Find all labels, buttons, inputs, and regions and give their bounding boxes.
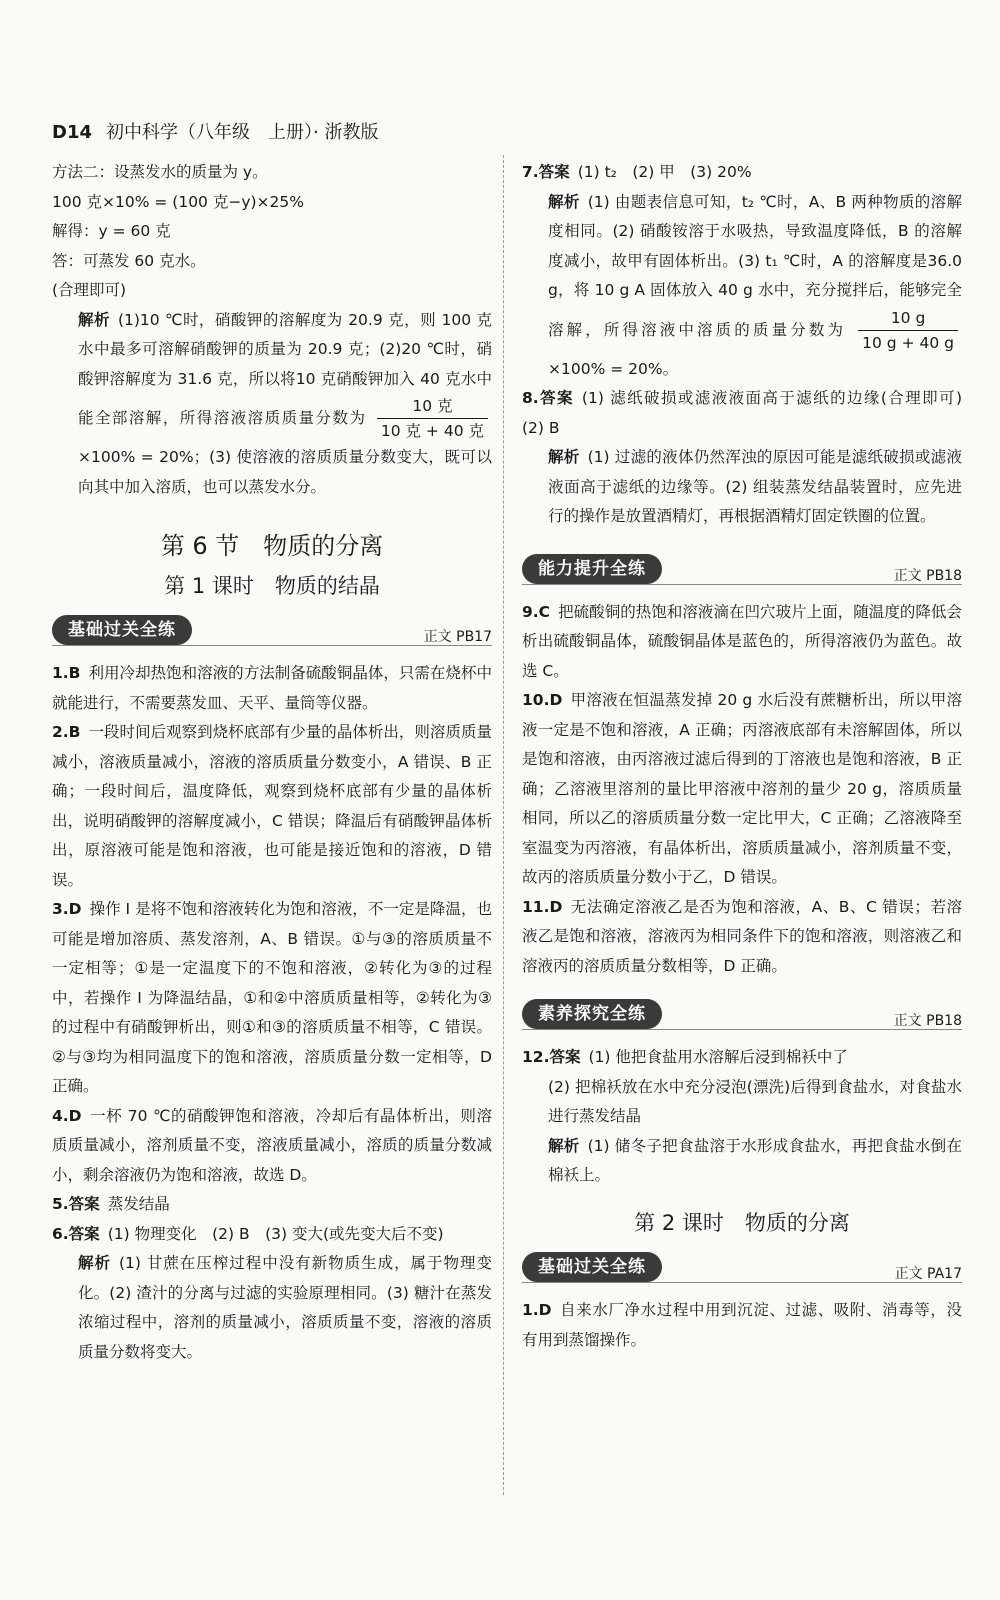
analysis-paragraph: 解析 (1) 过滤的液体仍然浑浊的原因可能是滤纸破损或滤液液面高于滤纸的边缘等。(2) 组装蒸发结晶装置时，应先进行的操作是放置酒精灯，再根据酒精灯固定铁圈的位置。 bbox=[548, 448, 962, 525]
section-bar bbox=[522, 999, 962, 1033]
answer-item: 9.C 把硫酸铜的热饱和溶液滴在凹穴玻片上面，随温度的降低会析出硫酸铜晶体，硫酸铜晶体是蓝色的，所得溶液仍为蓝色。故选 C。 bbox=[522, 602, 962, 680]
left-column bbox=[52, 158, 492, 1367]
page-reference: 正文 PB18 bbox=[893, 1013, 962, 1029]
running-header bbox=[52, 118, 378, 144]
answer-item: 11.D 无法确定溶液乙是否为饱和溶液，A、B、C 错误；若溶液乙是饱和溶液，溶液丙为相同条件下的饱和溶液，则溶液乙和溶液丙的溶质质量分数相等，D 正确。 bbox=[522, 897, 962, 975]
answer-item: 7.答案 (1) t₂ (2) 甲 (3) 20% bbox=[522, 163, 752, 181]
answer-line: (2) 把棉袄放在水中充分浸泡(漂洗)后得到食盐水，对食盐水进行蒸发结晶 bbox=[548, 1077, 962, 1125]
page-reference: 正文 PA17 bbox=[894, 1266, 962, 1282]
page-reference: 正文 PB18 bbox=[893, 567, 962, 584]
section-bar bbox=[522, 1252, 962, 1286]
column-divider bbox=[503, 155, 504, 1495]
answer-item: 8.答案 (1) 滤纸破损或滤液液面高于滤纸的边缘(合理即可) (2) B bbox=[522, 389, 978, 437]
analysis-paragraph: 解析 (1)10 ℃时，硝酸钾的溶解度为 20.9 克，则 100 克水中最多可溶解硝酸钾的质量为 20.9 克；(2)20 ℃时，硝酸钾溶解度为 31.6 克，所以将10 克硝酸钾加入 40 克水中能全部溶解，所得溶液溶质质量分数为 $\frac{\text{10 克}}{\text{10 克 + 40 克}}$ ×100% = 20%；(3) 使溶液的溶质质量分数变大，既可以向其中加入溶质，也可以蒸发水分。 bbox=[78, 310, 492, 496]
answer-item: 10.D 甲溶液在恒温蒸发掉 20 g 水后没有蔗糖析出，所以甲溶液一定是不饱和溶液，A 正确；丙溶液底部有未溶解固体，所以是饱和溶液，由丙溶液过滤后得到的丁溶液也是饱和溶液，B 正确；乙溶液里溶剂的量比甲溶液中溶剂的量少 20 g，溶质质量相同，所以乙的溶质质量分数一定比甲大，C 正确；乙溶液降至室温变为丙溶液，有晶体析出，溶质质量减小，溶剂质量不变，故丙的溶质质量分数小于乙，D 错误。 bbox=[522, 691, 962, 886]
section-title: 第 6 节 物质的分离 bbox=[160, 532, 384, 560]
answer-item: 12.答案 (1) 他把食盐用水溶解后浸到棉袄中了 bbox=[522, 1048, 848, 1066]
lesson-title: 第 1 课时 物质的结晶 bbox=[164, 573, 380, 598]
answer-item: 1.D 自来水厂净水过程中用到沉淀、过滤、吸附、消毒等，没有用到蒸馏操作。 bbox=[522, 1301, 962, 1349]
answer-item: 3.D 操作 Ⅰ 是将不饱和溶液转化为饱和溶液，不一定是降温，也可能是增加溶质、蒸发溶剂，A、B 错误。①与③的溶质质量不一定相等；①是一定温度下的不饱和溶液，②转化为③的过程中，若操作 Ⅰ 为降温结晶，①和②中溶质质量相等，②转化为③的过程中有硝酸钾析出，则①和③的溶质质量不相等，C 错误。②与③均为相同温度下的饱和溶液，溶质质量分数一定相等，D 正确。 bbox=[52, 900, 492, 1095]
section-bar bbox=[522, 554, 962, 588]
fraction: $\frac{\text{10 克}}{\text{10 克 + 40 克}}$ bbox=[377, 394, 488, 443]
analysis-label: 解析 bbox=[78, 310, 110, 329]
section-bar-label: 能力提升全练 bbox=[522, 554, 662, 584]
method2-line: 解得：y = 60 克 bbox=[52, 222, 171, 240]
analysis-paragraph: 解析 (1) 储冬子把食盐溶于水形成食盐水，再把食盐水倒在棉袄上。 bbox=[548, 1136, 962, 1184]
answer-item: 6.答案 (1) 物理变化 (2) B (3) 变大(或先变大后不变) bbox=[52, 1224, 444, 1243]
section-bar-label: 素养探究全练 bbox=[522, 999, 662, 1029]
page-reference: 正文 PB17 bbox=[423, 629, 492, 645]
analysis-paragraph: 解析 (1) 由题表信息可知，t₂ ℃时，A、B 两种物质的溶解度相同。(2) 硝酸铵溶于水吸热，导致温度降低，B 的溶解度减小，故甲有固体析出。(3) t₁ ℃时，A 的溶解度是36.0 g，将 10 g A 固体放入 40 g 水中，充分搅拌后，能够完全溶解，所得溶液中溶质的质量分数为 $\frac{10 g}{10 g + 40 g}$ ×100% = 20%。 bbox=[548, 192, 962, 378]
answer-item: 4.D 一杯 70 ℃的硝酸钾饱和溶液，冷却后有晶体析出，则溶质质量减小，溶剂质量不变，溶液质量减小，溶质的质量分数减小，剩余溶液仍为饱和溶液，故选 D。 bbox=[52, 1106, 492, 1184]
answer-item: 1.B 利用冷却热饱和溶液的方法制备硫酸铜晶体，只需在烧杯中就能进行，不需要蒸发皿、天平、量筒等仪器。 bbox=[52, 664, 492, 712]
answer-item: 5.答案 蒸发结晶 bbox=[52, 1195, 170, 1213]
fraction: $\frac{10 g}{10 g + 40 g}$ bbox=[858, 306, 958, 355]
answer-item: 2.B 一段时间后观察到烧杯底部有少量的晶体析出，则溶质质量减小，溶液质量减小，溶液的溶质质量分数变小，A 错误、B 正确；一段时间后，温度降低，观察到烧杯底部有少量的晶体析出，说明硝酸钾的溶解度减小，C 错误；降温后有硝酸钾晶体析出，原溶液可能是饱和溶液，也可能是接近饱和的溶液，D 错误。 bbox=[52, 723, 492, 889]
book-title: 初中科学（八年级 上册）· 浙教版 bbox=[106, 122, 379, 143]
lesson-title: 第 2 课时 物质的分离 bbox=[634, 1210, 850, 1235]
method2-line: (合理即可) bbox=[52, 281, 127, 299]
method2-line: 100 克×10% = (100 克−y)×25% bbox=[52, 192, 304, 211]
analysis-paragraph: 解析 (1) 甘蔗在压榨过程中没有新物质生成，属于物理变化。(2) 渣汁的分离与过滤的实验原理相同。(3) 糖汁在蒸发浓缩过程中，溶剂的质量减小，溶质质量不变，溶液的溶质质量分数将变大。 bbox=[78, 1254, 492, 1361]
page-code: D14 bbox=[52, 122, 92, 143]
method2-line: 方法二：设蒸发水的质量为 y。 bbox=[52, 163, 268, 181]
method2-line: 答：可蒸发 60 克水。 bbox=[52, 251, 206, 270]
section-bar-label: 基础过关全练 bbox=[52, 615, 192, 645]
right-column bbox=[522, 158, 978, 1355]
section-bar-label: 基础过关全练 bbox=[522, 1252, 662, 1282]
section-bar bbox=[52, 615, 492, 649]
